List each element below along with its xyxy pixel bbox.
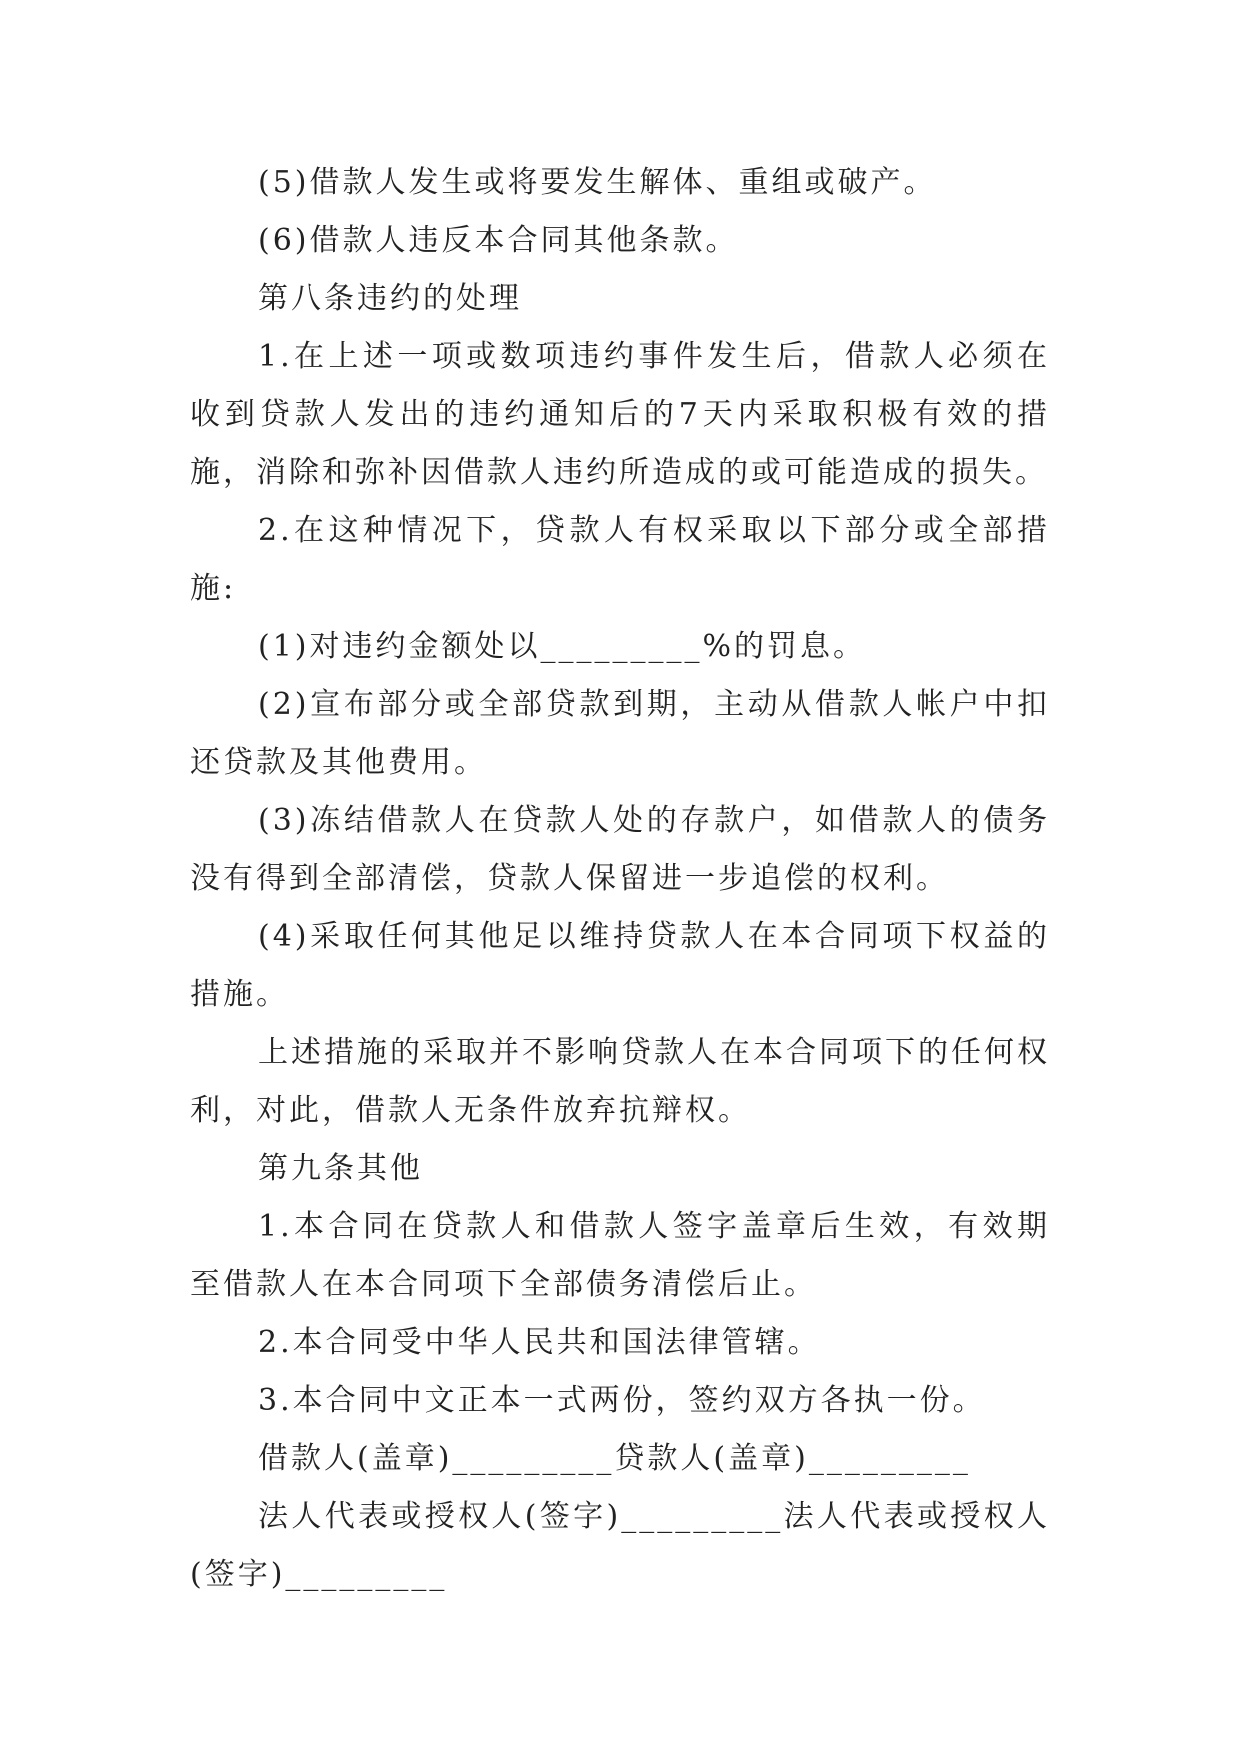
article-8-measure-2: (2)宣布部分或全部贷款到期，主动从借款人帐户中扣还贷款及其他费用。 (190, 687, 1050, 780)
article-8-para-2: 2.在这种情况下，贷款人有权采取以下部分或全部措施: (190, 513, 1050, 606)
signature-seal-line: 借款人(盖章)_________贷款人(盖章)_________ (258, 1441, 971, 1476)
article-8-measure-3: (3)冻结借款人在贷款人处的存款户，如借款人的债务没有得到全部清偿，贷款人保留进一步追偿的权利。 (190, 803, 1050, 896)
article-8-measure-4: (4)采取任何其他足以维持贷款人在本合同项下权益的措施。 (190, 919, 1050, 1012)
article-8-heading: 第八条违约的处理 (258, 281, 522, 316)
article-9-para-2: 2.本合同受中华人民共和国法律管辖。 (258, 1325, 821, 1360)
article-9-para-3: 3.本合同中文正本一式两份，签约双方各执一份。 (258, 1383, 986, 1418)
signature-sign-line: 法人代表或授权人(签字)_________法人代表或授权人(签字)_________ (190, 1499, 1050, 1592)
article-8-note: 上述措施的采取并不影响贷款人在本合同项下的任何权利，对此，借款人无条件放弃抗辩权。 (190, 1035, 1050, 1128)
clause-7-item-6: (6)借款人违反本合同其他条款。 (258, 223, 739, 258)
article-9-heading: 第九条其他 (258, 1151, 423, 1186)
document-body (190, 154, 1050, 1604)
article-9-para-1: 1.本合同在贷款人和借款人签字盖章后生效，有效期至借款人在本合同项下全部债务清偿后止。 (190, 1209, 1050, 1302)
article-8-measure-1: (1)对违约金额处以_________%的罚息。 (258, 629, 867, 664)
article-8-para-1: 1.在上述一项或数项违约事件发生后，借款人必须在收到贷款人发出的违约通知后的7天内采取积极有效的措施，消除和弥补因借款人违约所造成的或可能造成的损失。 (190, 339, 1050, 490)
clause-7-item-5: (5)借款人发生或将要发生解体、重组或破产。 (258, 165, 937, 200)
